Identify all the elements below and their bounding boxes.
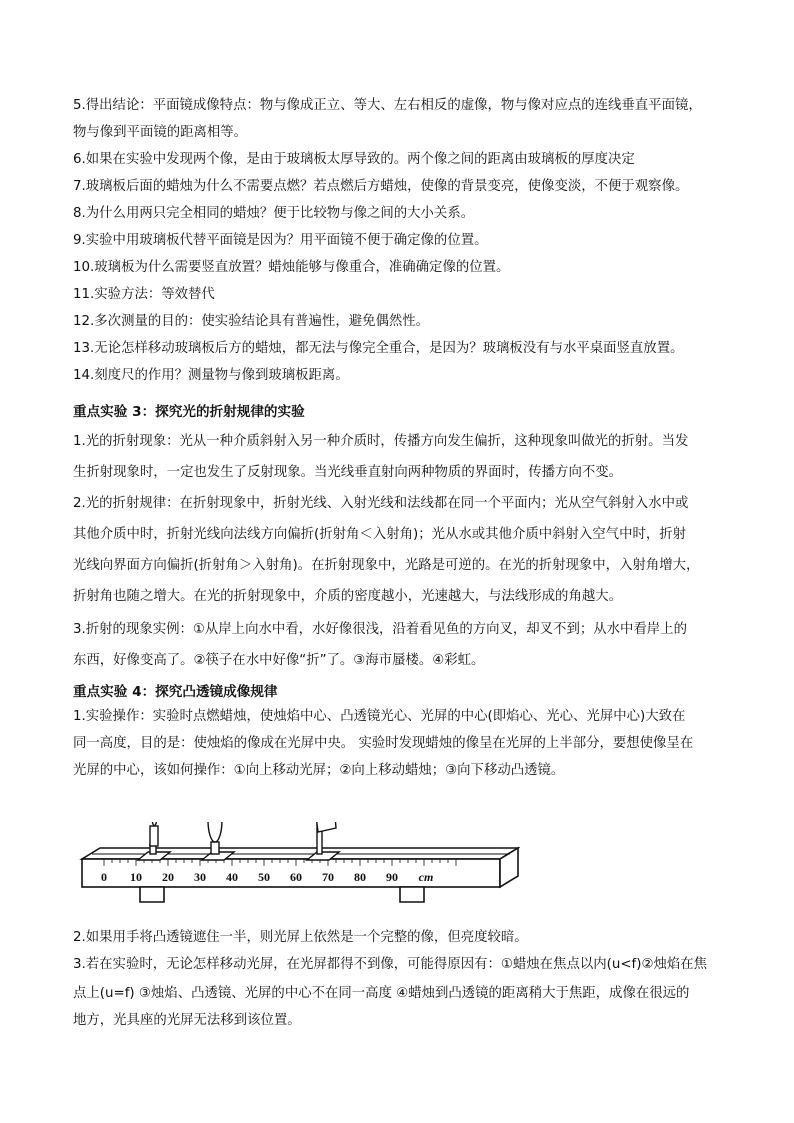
scale-label: 90	[386, 870, 398, 884]
text-line: 13.无论怎样移动玻璃板后方的蜡烛，都无法与像完全重合，是因为？玻璃板没有与水平桌面竖直放置。	[73, 341, 684, 356]
scale-label: 10	[130, 870, 142, 884]
text-line: 东西，好像变高了。②筷子在水中好像“折”了。③海市蜃楼。④彩虹。	[73, 653, 485, 668]
text-line: 同一高度，目的是：使烛焰的像成在光屏中央。 实验时发现蜡烛的像呈在光屏的上半部分，要想使像呈在	[73, 736, 694, 751]
text-line: 8.为什么用两只完全相同的蜡烛？便于比较物与像之间的大小关系。	[73, 206, 475, 221]
scale-label: 50	[258, 870, 270, 884]
scale-label: 0	[101, 870, 107, 884]
text-line: 9.实验中用玻璃板代替平面镜是因为？用平面镜不便于确定像的位置。	[73, 233, 488, 248]
text-line: 2.如果用手将凸透镜遮住一半，则光屏上依然是一个完整的像，但亮度较暗。	[73, 930, 528, 945]
text-line: 折射角也随之增大。在光的折射现象中，介质的密度越小，光速越大，与法线形成的角越大。	[73, 589, 623, 604]
text-line: 6.如果在实验中发现两个像，是由于玻璃板太厚导致的。两个像之间的距离由玻璃板的厚度决定	[73, 152, 635, 167]
text-line: 光线向界面方向偏折(折射角＞入射角)。在折射现象中，光路是可逆的。在光的折射现象中，入射角增大，	[73, 558, 700, 573]
convex-lens	[208, 822, 222, 842]
scale-label: 80	[354, 870, 366, 884]
lens-holder-post	[211, 842, 219, 854]
text-line: 光屏的中心，该如何操作：①向上移动光屏；②向上移动蜡烛；③向下移动凸透镜。	[73, 763, 565, 778]
section-heading: 重点实验 4：探究凸透镜成像规律	[73, 684, 278, 700]
rail-leg-left	[140, 887, 164, 902]
text-line: 14.刻度尺的作用？测量物与像到玻璃板距离。	[73, 368, 349, 383]
text-line: 其他介质中时，折射光线向法线方向偏折(折射角＜入射角)；光从水或其他介质中斜射入空气中时，折射	[73, 527, 687, 542]
text-line: 5.得出结论：平面镜成像特点：物与像成正立、等大、左右相反的虚像，物与像对应点的连线垂直平面镜，	[73, 98, 702, 113]
scale-unit: cm	[418, 870, 434, 884]
section-heading: 重点实验 3：探究光的折射规律的实验	[73, 404, 305, 420]
candle	[150, 826, 158, 846]
text-line: 11.实验方法：等效替代	[73, 287, 215, 302]
text-line: 点上(u=f) ③烛焰、凸透镜、光屏的中心不在同一高度 ④蜡烛到凸透镜的距离稍大于焦距，成像在很远的	[73, 986, 690, 1001]
text-line: 地方，光具座的光屏无法移到该位置。	[73, 1013, 301, 1028]
scale-label: 70	[322, 870, 334, 884]
light-screen	[315, 822, 336, 832]
text-line: 10.玻璃板为什么需要竖直放置？蜡烛能够与像重合，准确确定像的位置。	[73, 260, 510, 275]
text-line: 生折射现象时，一定也发生了反射现象。当光线垂直射向两种物质的界面时，传播方向不变。	[73, 465, 623, 480]
text-line: 3.若在实验时，无论怎样移动光屏，在光屏都得不到像，可能得原因有：①蜡烛在焦点以内(u<f)②烛焰在焦	[73, 957, 708, 972]
text-line: 7.玻璃板后面的蜡烛为什么不需要点燃？若点燃后方蜡烛，使像的背景变亮，使像变淡，不便于观察像。	[73, 179, 689, 194]
scale-label: 20	[162, 870, 174, 884]
rail-leg-right	[400, 887, 424, 902]
text-line: 物与像到平面镜的距离相等。	[73, 125, 248, 140]
text-line: 1.光的折射现象：光从一种介质斜射入另一种介质时，传播方向发生偏折，这种现象叫做光的折射。当发	[73, 434, 689, 449]
optical-bench-diagram	[70, 822, 520, 917]
text-line: 12.多次测量的目的：使实验结论具有普遍性，避免偶然性。	[73, 314, 430, 329]
scale-label: 40	[226, 870, 238, 884]
text-line: 2.光的折射规律：在折射现象中，折射光线、入射光线和法线都在同一个平面内；光从空气斜射入水中或	[73, 496, 689, 511]
scale-label: 30	[194, 870, 206, 884]
text-line: 1.实验操作：实验时点燃蜡烛，使烛焰中心、凸透镜光心、光屏的中心(即焰心、光心、光屏中心)大致在	[73, 709, 686, 724]
text-line: 3.折射的现象实例：①从岸上向水中看，水好像很浅，沿着看见鱼的方向叉，却叉不到；从水中看岸上的	[73, 622, 687, 637]
scale-label: 60	[290, 870, 302, 884]
